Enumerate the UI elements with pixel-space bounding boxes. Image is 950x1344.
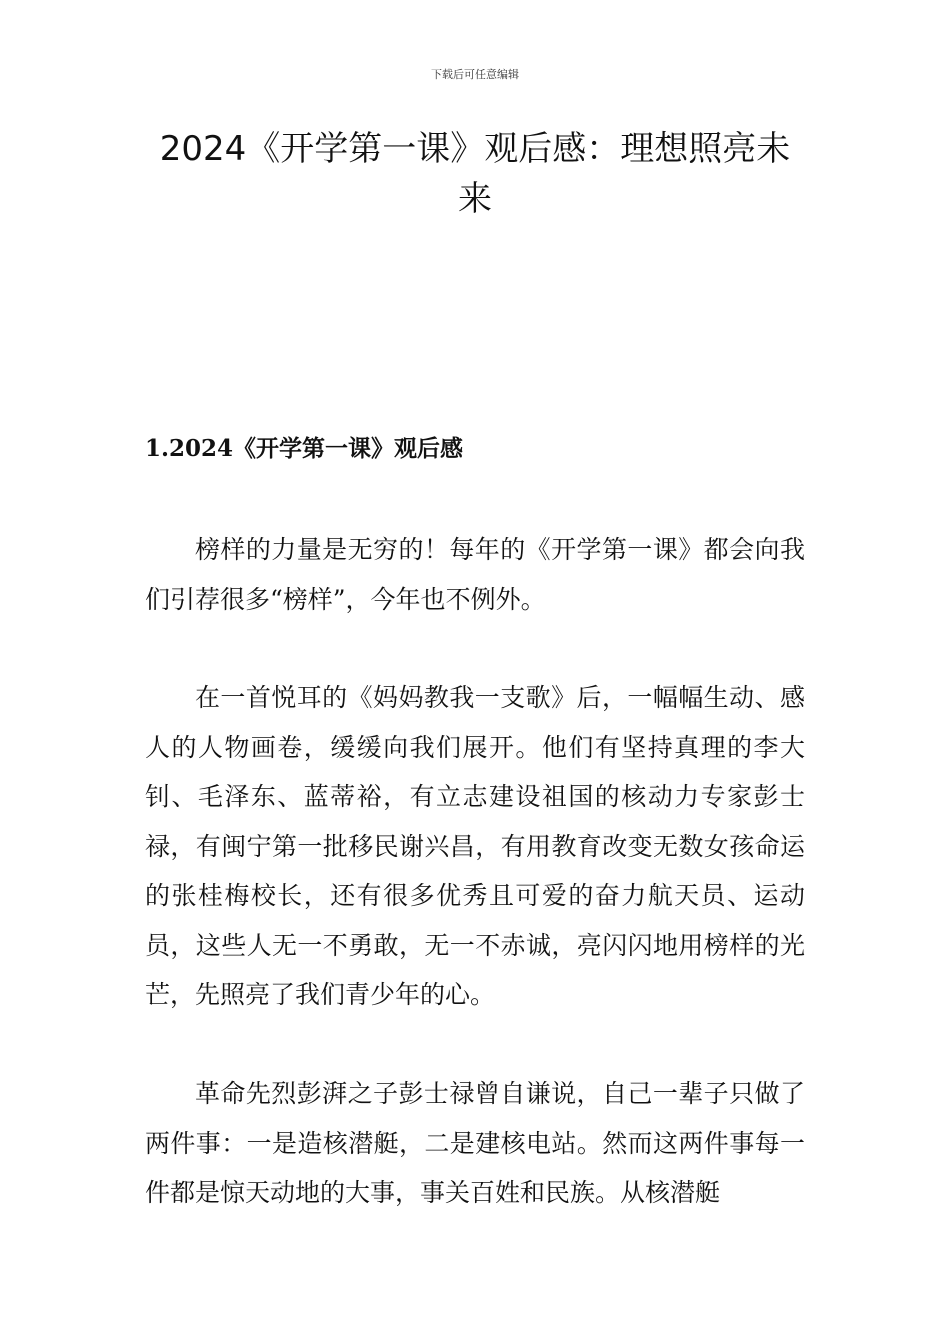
section-heading: 1.2024《开学第一课》观后感 <box>145 435 464 462</box>
paragraph-1: 榜样的力量是无穷的！每年的《开学第一课》都会向我们引荐很多“榜样”，今年也不例外。 <box>145 535 805 614</box>
paragraph-3: 革命先烈彭湃之子彭士禄曾自谦说，自己一辈子只做了两件事：一是造核潜艇，二是建核电站。然而这两件事每一件都是惊天动地的大事，事关百姓和民族。从核潜艇 <box>145 1079 805 1207</box>
document-title: 2024《开学第一课》观后感：理想照亮未来 <box>159 129 791 219</box>
paragraph-2: 在一首悦耳的《妈妈教我一支歌》后，一幅幅生动、感人的人物画卷，缓缓向我们展开。他们有坚持真理的李大钊、毛泽东、蓝蒂裕，有立志建设祖国的核动力专家彭士禄，有闽宁第一批移民谢兴昌，有用教育改变无数女孩命运的张桂梅校长，还有很多优秀且可爱的奋力航天员、运动员，这些人无一不勇敢，无一不赤诚，亮闪闪地用榜样的光芒，先照亮了我们青少年的心。 <box>145 683 805 1009</box>
header-note: 下载后可任意编辑 <box>431 68 519 81</box>
